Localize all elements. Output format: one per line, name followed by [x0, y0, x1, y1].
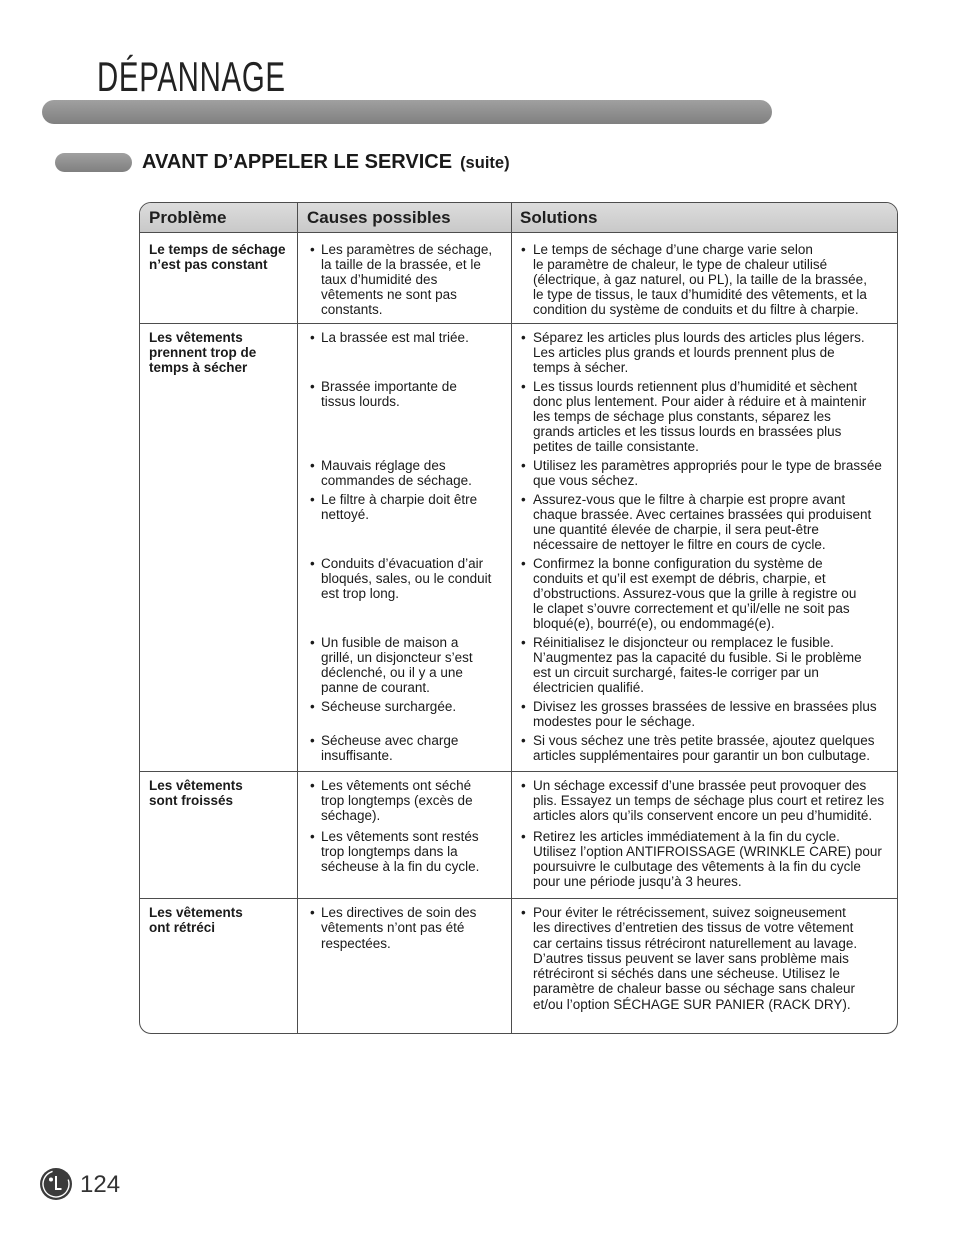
section-pill-marker — [55, 153, 132, 172]
solution-text-line: Les articles plus grands et lourds prennent plus de — [533, 345, 835, 360]
cause-text-line: trop longtemps dans la — [321, 844, 458, 859]
cause-text-line: insuffisante. — [321, 748, 393, 763]
table-row — [140, 898, 897, 1033]
lg-logo-icon — [40, 1168, 72, 1200]
cause-text-line: • La brassée est mal triée. — [321, 330, 469, 345]
cause-cell — [298, 242, 512, 317]
cause-bullet-item — [298, 242, 512, 317]
solution-text-line: (électrique, à gaz naturel, ou PL), la taille de la brassée, — [533, 272, 867, 287]
table-row — [140, 771, 897, 898]
cause-text-line: • Les vêtements ont séché — [321, 778, 472, 793]
table-header — [140, 203, 897, 232]
cause-text-line: séchage). — [321, 808, 381, 823]
cause-solution-pair — [298, 379, 897, 458]
logo-dot — [49, 1178, 53, 1182]
cause-text-line: grillé, un disjoncteur s’est — [321, 650, 473, 665]
cause-cell — [298, 635, 512, 695]
problem-cell — [140, 778, 298, 898]
solution-cell — [512, 330, 897, 375]
solution-cell — [512, 905, 897, 1012]
cause-solution-group — [298, 778, 897, 898]
cause-cell — [298, 556, 512, 631]
solution-text-line: • Retirez les articles immédiatement à la fin du cycle. — [533, 829, 840, 844]
problem-text-line: Les vêtements — [149, 330, 243, 345]
problem-text-line: Les vêtements — [149, 905, 243, 920]
solution-text-line: petites de taille consistante. — [533, 439, 699, 454]
table-row — [140, 323, 897, 771]
solution-bullet-item — [512, 635, 897, 695]
table-body — [140, 232, 897, 1033]
problem-text-line: temps à sécher — [149, 360, 248, 375]
cause-cell — [298, 829, 512, 889]
cause-text-line: • Les vêtements sont restés — [321, 829, 479, 844]
cause-solution-pair — [298, 635, 897, 699]
solution-bullet-item — [512, 330, 897, 375]
cause-text-line: • Le filtre à charpie doit être — [321, 492, 478, 507]
title-underline-bar — [42, 100, 772, 124]
cause-text-line: • Brassée importante de — [321, 379, 457, 394]
cause-solution-pair — [298, 458, 897, 492]
solution-cell — [512, 458, 897, 488]
cause-solution-group — [298, 905, 897, 1033]
solution-text-line: • Confirmez la bonne configuration du système de — [533, 556, 823, 571]
column-header-solutions: Solutions — [520, 208, 598, 227]
problem-text-line: sont froissés — [149, 793, 234, 808]
solution-bullet-item — [512, 905, 897, 1012]
cause-solution-pair — [298, 829, 897, 895]
table-row — [140, 232, 897, 323]
cause-text-line: constants. — [321, 302, 383, 317]
solution-text-line: donc plus lentement. Pour aider à réduire et à maintenir — [533, 394, 867, 409]
solution-text-line: articles alors qu’ils conservent encore un peu d’humidité. — [533, 808, 873, 823]
cause-solution-group — [298, 242, 897, 323]
solution-bullet-item — [512, 492, 897, 552]
problem-text-line: n’est pas constant — [149, 257, 268, 272]
solution-text-line: • Pour éviter le rétrécissement, suivez soigneusement — [533, 905, 846, 920]
cause-bullet-item — [298, 905, 512, 951]
solution-text-line: car certains tissus rétréciront naturellement au lavage. — [533, 935, 858, 951]
problem-text-line: ont rétréci — [149, 920, 216, 936]
problem-text-line: prennent trop de — [149, 345, 257, 360]
cause-text-line: • Un fusible de maison a — [321, 635, 459, 650]
solution-cell — [512, 492, 897, 552]
cause-text-line: tissus lourds. — [321, 394, 400, 409]
cause-cell — [298, 699, 512, 729]
page-number: 124 — [80, 1171, 121, 1198]
solution-bullet-item — [512, 379, 897, 454]
solution-text-line: pour une période jusqu’à 3 heures. — [533, 874, 742, 889]
solution-text-line: le type de tissus, le taux d’humidité des vêtements, et la — [533, 287, 867, 302]
problem-text-line: Le temps de séchage — [149, 242, 286, 257]
solution-text-line: • Divisez les grosses brassées de lessive en brassées plus — [533, 699, 877, 714]
solution-text-line: chaque brassée. Avec certaines brassées qui produisent — [533, 507, 872, 522]
cause-text-line: panne de courant. — [321, 680, 430, 695]
solution-bullet-item — [512, 556, 897, 631]
cause-text-line: respectées. — [321, 935, 391, 951]
cause-cell — [298, 458, 512, 488]
cause-text-line: • Les directives de soin des — [321, 905, 477, 920]
cause-solution-group — [298, 330, 897, 771]
cause-text-line: vêtements n’ont pas été — [321, 920, 465, 936]
solution-cell — [512, 242, 897, 317]
solution-text-line: • Séparez les articles plus lourds des articles plus légers. — [533, 330, 865, 345]
cause-solution-pair — [298, 242, 897, 321]
solution-text-line: condition du système de conduits et du filtre à charpie. — [533, 302, 859, 317]
cause-text-line: sécheuse à la fin du cycle. — [321, 859, 480, 874]
cause-cell — [298, 733, 512, 763]
problem-text-line: Les vêtements — [149, 778, 243, 793]
solution-text-line: d’obstructions. Assurez-vous que la grille à registre ou — [533, 586, 857, 601]
cause-text-line: est trop long. — [321, 586, 400, 601]
solution-text-line: nécessaire de nettoyer le filtre en cours de cycle. — [533, 537, 826, 552]
page-title: DÉPANNAGE — [97, 53, 286, 100]
solution-text-line: le clapet s’ouvre correctement et qu’il/elle ne soit pas — [533, 601, 850, 616]
solution-cell — [512, 733, 897, 763]
section-header — [142, 150, 510, 176]
solution-text-line: D’autres tissus peuvent se laver sans problème mais — [533, 950, 849, 966]
cause-bullet-item — [298, 733, 512, 763]
cause-solution-pair — [298, 699, 897, 733]
cause-bullet-item — [298, 556, 512, 601]
cause-text-line: trop longtemps (excès de — [321, 793, 473, 808]
troubleshooting-table — [139, 202, 898, 1034]
section-suffix: (suite) — [460, 154, 510, 172]
solution-text-line: plis. Essayez un temps de séchage plus court et retirez les — [533, 793, 885, 808]
column-divider — [297, 203, 298, 1033]
solution-text-line: • Un séchage excessif d’une brassée peut provoquer des — [533, 778, 867, 793]
cause-bullet-item — [298, 699, 512, 714]
solution-text-line: bloqué(e), bourré(e), ou endommagé(e). — [533, 616, 775, 631]
column-header-causes: Causes possibles — [307, 208, 451, 227]
cause-text-line: • Mauvais réglage des — [321, 458, 446, 473]
cause-solution-pair — [298, 330, 897, 379]
cause-cell — [298, 778, 512, 823]
solution-text-line: temps à sécher. — [533, 360, 629, 375]
solution-bullet-item — [512, 778, 897, 823]
cause-text-line: • Sécheuse surchargée. — [321, 699, 457, 714]
problem-cell — [140, 242, 298, 323]
cause-bullet-item — [298, 492, 512, 522]
solution-text-line: • Réinitialisez le disjoncteur ou remplacez le fusible. — [533, 635, 834, 650]
solution-text-line: • Le temps de séchage d’une charge varie selon — [533, 242, 813, 257]
cause-text-line: nettoyé. — [321, 507, 370, 522]
solution-cell — [512, 778, 897, 823]
solution-text-line: • Si vous séchez une très petite brassée, ajoutez quelques — [533, 733, 875, 748]
solution-text-line: poursuivre le culbutage des vêtements à la fin du cycle — [533, 859, 861, 874]
cause-text-line: vêtements ne sont pas — [321, 287, 457, 302]
cause-cell — [298, 379, 512, 454]
cause-bullet-item — [298, 635, 512, 695]
cause-cell — [298, 905, 512, 1012]
solution-cell — [512, 379, 897, 454]
cause-text-line: commandes de séchage. — [321, 473, 472, 488]
solution-text-line: est un circuit surchargé, faites-le corriger par un — [533, 665, 819, 680]
cause-bullet-item — [298, 778, 512, 823]
solution-text-line: les temps de séchage plus constants, séparez les — [533, 409, 831, 424]
solution-cell — [512, 635, 897, 695]
solution-text-line: • Utilisez les paramètres appropriés pour le type de brassée — [533, 458, 882, 473]
problem-cell — [140, 330, 298, 771]
solution-text-line: électricien qualifié. — [533, 680, 645, 695]
solution-cell — [512, 699, 897, 729]
solution-text-line: Utilisez l’option ANTIFROISSAGE (WRINKLE CARE) pour — [533, 844, 882, 859]
cause-cell — [298, 492, 512, 552]
cause-solution-pair — [298, 556, 897, 635]
cause-text-line: la taille de la brassée, et le — [321, 257, 481, 272]
solution-cell — [512, 556, 897, 631]
solution-text-line: le paramètre de chaleur, le type de chaleur utilisé — [533, 257, 828, 272]
cause-text-line: taux d’humidité des — [321, 272, 438, 287]
solution-bullet-item — [512, 829, 897, 889]
solution-bullet-item — [512, 458, 897, 488]
cause-bullet-item — [298, 829, 512, 874]
solution-text-line: modestes pour le séchage. — [533, 714, 696, 729]
cause-bullet-item — [298, 458, 512, 488]
cause-text-line: • Sécheuse avec charge — [321, 733, 459, 748]
solution-text-line: grands articles et les tissus lourds en brassées plus — [533, 424, 842, 439]
cause-bullet-item — [298, 379, 512, 409]
cause-solution-pair — [298, 492, 897, 556]
solution-text-line: • Assurez-vous que le filtre à charpie est propre avant — [533, 492, 846, 507]
cause-text-line: déclenché, ou il y a une — [321, 665, 463, 680]
column-header-problem: Problème — [149, 208, 227, 227]
cause-text-line: • Les paramètres de séchage, — [321, 242, 493, 257]
cause-solution-pair — [298, 733, 897, 767]
solution-text-line: N’augmentez pas la capacité du fusible. Si le problème — [533, 650, 862, 665]
solution-text-line: que vous séchez. — [533, 473, 639, 488]
problem-cell — [140, 905, 298, 1033]
solution-text-line: articles supplémentaires pour garantir un bon culbutage. — [533, 748, 870, 763]
cause-solution-pair — [298, 778, 897, 829]
solution-bullet-item — [512, 733, 897, 763]
cause-cell — [298, 330, 512, 375]
solution-text-line: conduits et qu’il est exempt de débris, charpie, et — [533, 571, 826, 586]
solution-text-line: et/ou l’option SÉCHAGE SUR PANIER (RACK DRY). — [533, 996, 851, 1012]
cause-bullet-item — [298, 330, 512, 345]
solution-bullet-item — [512, 699, 897, 729]
solution-cell — [512, 829, 897, 889]
solution-text-line: paramètre de chaleur basse ou séchage sans chaleur — [533, 981, 855, 997]
section-title: AVANT D’APPELER LE SERVICE — [142, 151, 453, 173]
solution-text-line: une quantité élevée de charpie, il sera peut-être — [533, 522, 819, 537]
cause-text-line: bloqués, sales, ou le conduit — [321, 571, 492, 586]
cause-text-line: • Conduits d’évacuation d’air — [321, 556, 484, 571]
cause-solution-pair — [298, 905, 897, 1016]
solution-text-line: les directives d’entretien des tissus de votre vêtement — [533, 920, 854, 936]
solution-text-line: • Les tissus lourds retiennent plus d’humidité et sèchent — [533, 379, 858, 394]
solution-bullet-item — [512, 242, 897, 317]
solution-text-line: rétréciront si séchés dans une sécheuse. Utilisez le — [533, 966, 840, 982]
column-divider — [511, 203, 512, 1033]
